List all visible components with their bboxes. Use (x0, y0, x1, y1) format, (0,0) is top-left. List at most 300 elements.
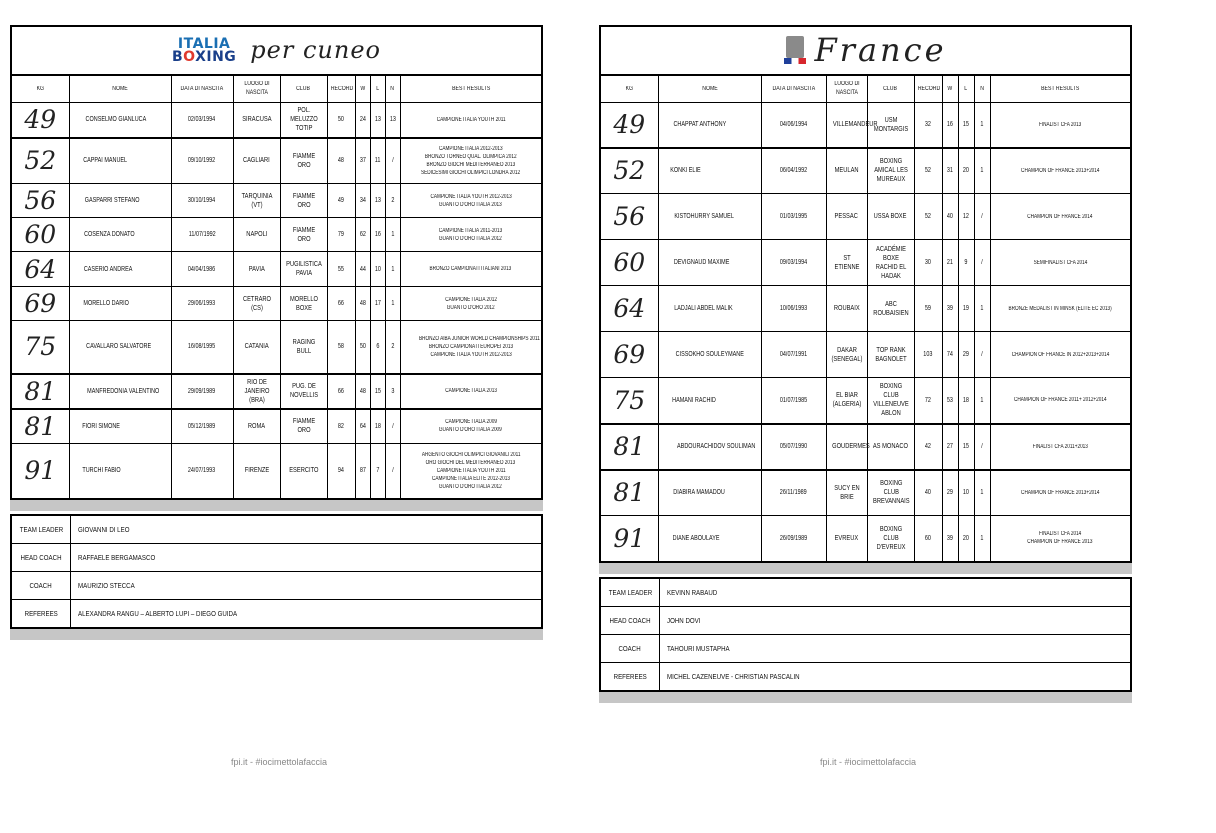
boxer-kg-cell: 60 (600, 240, 658, 286)
staff-role: REFEREES (11, 599, 71, 628)
boxer-n-cell: 1 (974, 148, 990, 194)
best-result-line: CAMPIONE ITALIA YOUTH 2012-2013 (430, 193, 512, 200)
boxer-n-cell: / (385, 409, 400, 444)
boxer-l-cell: 11 (370, 138, 385, 184)
best-results-cell (400, 252, 542, 287)
boxer-w-cell: 62 (355, 218, 370, 252)
boxer-place-cell: ROUBAIX (826, 286, 867, 332)
logo-line-2: BOXING (172, 48, 237, 65)
boxer-dob-cell: 01/03/1995 (761, 194, 826, 240)
staff-person: RAFFAELE BERGAMASCO (71, 543, 543, 571)
best-result-line: CAMPIONE ITALIA 2012 (444, 296, 497, 303)
best-result-line: GUANTO D'ORO 2012 (446, 304, 495, 311)
boxer-place-cell: PESSAC (826, 194, 867, 240)
boxer-club-cell: BOXING CLUB D'EVREUX (867, 516, 914, 562)
italy-title-cell (11, 26, 542, 75)
column-header: KG (11, 75, 69, 103)
boxer-w-cell: 37 (355, 138, 370, 184)
boxer-dob-cell: 09/10/1992 (171, 138, 233, 184)
best-result-line: FINALIST CFA 2013 (1039, 121, 1082, 128)
boxer-record-cell: 82 (327, 409, 355, 444)
boxer-dob-cell: 30/10/1994 (171, 184, 233, 218)
france-roster-shadow (599, 563, 1132, 574)
best-results-cell (400, 374, 542, 409)
staff-role: TEAM LEADER (11, 515, 71, 544)
boxer-club-cell: ABC ROUBAISIEN (867, 286, 914, 332)
best-results-cell (400, 321, 542, 374)
best-results-cell (400, 409, 542, 444)
boxer-w-cell: 40 (942, 194, 958, 240)
boxer-row (11, 103, 542, 138)
boxer-record-cell: 42 (914, 424, 942, 470)
staff-row (11, 571, 542, 599)
boxer-l-cell: 15 (958, 103, 974, 148)
boxer-l-cell: 29 (958, 332, 974, 378)
staff-person: TAHOURI MUSTAPHA (660, 634, 1132, 662)
boxer-place-cell: SIRACUSA (233, 103, 280, 138)
boxer-club-cell: FIAMME ORO (280, 138, 327, 184)
boxer-dob-cell: 04/04/1986 (171, 252, 233, 287)
staff-person: MICHEL CAZENEUVE - CHRISTIAN PASCALIN (660, 662, 1132, 691)
boxer-l-cell: 12 (958, 194, 974, 240)
staff-role: REFEREES (600, 662, 660, 691)
boxer-row (11, 184, 542, 218)
best-result-line: BRONZO CAMPIONATI EUROPEI 2013 (428, 343, 513, 350)
boxer-w-cell: 27 (942, 424, 958, 470)
italy-staff-shadow (10, 629, 543, 640)
boxer-row (11, 252, 542, 287)
boxer-n-cell: 2 (385, 184, 400, 218)
boxer-l-cell: 20 (958, 516, 974, 562)
boxer-record-cell: 49 (327, 184, 355, 218)
boxer-club-cell: AS MONACO (867, 424, 914, 470)
boxer-dob-cell: 05/07/1990 (761, 424, 826, 470)
best-result-line: CAMPIONE ITALIA YOUTH 2011 (436, 116, 506, 123)
best-results-cell (990, 424, 1131, 470)
boxer-club-cell: PUG. DE NOVELLIS (280, 374, 327, 409)
column-header: NOME (658, 75, 761, 103)
best-result-line: CAMPIONE ITALIA 2012-2013 (438, 145, 503, 152)
boxer-row (11, 444, 542, 499)
column-header: BEST RESULTS (400, 75, 542, 103)
boxer-name-cell: DEVIGNAUD MAXIME (658, 240, 761, 286)
boxer-n-cell: 1 (385, 287, 400, 321)
boxer-place-cell: ROMA (233, 409, 280, 444)
best-result-line: CAMPIONE ITALIA 2009 (444, 419, 497, 426)
best-result-line: CAMPIONE ITALIA ELITE 2012-2013 (431, 475, 510, 482)
boxer-name-cell: GASPARRI STEFANO (69, 184, 171, 218)
fff-logo-icon (784, 36, 806, 66)
boxer-l-cell: 15 (370, 374, 385, 409)
best-result-line: CHAMPION OF FRANCE 2013+2014 (1021, 489, 1100, 496)
column-header: W (942, 75, 958, 103)
best-result-line: CHAMPION OF FRANCE 2014 (1027, 213, 1093, 220)
boxer-place-cell: CAGLIARI (233, 138, 280, 184)
boxer-dob-cell: 11/07/1992 (171, 218, 233, 252)
boxer-dob-cell: 04/06/1994 (761, 103, 826, 148)
staff-row (11, 515, 542, 544)
boxer-kg-cell: 91 (11, 444, 69, 499)
best-result-line: GUANTO D'ORO ITALIA 2009 (439, 427, 503, 434)
boxer-record-cell: 55 (327, 252, 355, 287)
boxer-kg-cell: 56 (600, 194, 658, 240)
staff-person: GIOVANNI DI LEO (71, 515, 543, 544)
staff-row (600, 662, 1131, 691)
boxer-w-cell: 21 (942, 240, 958, 286)
boxer-dob-cell: 29/09/1989 (171, 374, 233, 409)
staff-person: KEVINN RABAUD (660, 578, 1132, 607)
best-result-line: CHAMPION OF FRANCE 2013+2014 (1021, 167, 1100, 174)
boxer-n-cell: / (974, 240, 990, 286)
column-header: CLUB (280, 75, 327, 103)
boxer-kg-cell: 52 (600, 148, 658, 194)
boxer-row (11, 374, 542, 409)
boxer-row (11, 321, 542, 374)
boxer-n-cell: / (974, 424, 990, 470)
boxer-name-cell: COSENZA DONATO (69, 218, 171, 252)
boxer-w-cell: 24 (355, 103, 370, 138)
best-result-line: BRONZO AIBA JUNIOR WORLD CHAMPIONSHIPS 2011 (418, 335, 540, 342)
best-results-cell (990, 286, 1131, 332)
logo-line-1: ITALIA (177, 35, 231, 52)
column-header: L (370, 75, 385, 103)
france-team-name: France (814, 31, 947, 69)
boxer-l-cell: 20 (958, 148, 974, 194)
best-result-line: ORO GIOCHI DEL MEDITERRANEO 2013 (425, 459, 516, 466)
best-results-cell (990, 194, 1131, 240)
column-header: CLUB (867, 75, 914, 103)
boxer-row (600, 424, 1131, 470)
boxer-w-cell: 50 (355, 321, 370, 374)
boxer-row (600, 332, 1131, 378)
boxer-row (600, 194, 1131, 240)
italy-panel (10, 25, 543, 640)
boxer-n-cell: 1 (974, 378, 990, 424)
best-results-cell (990, 378, 1131, 424)
france-staff-shadow (599, 692, 1132, 703)
best-results-cell (990, 148, 1131, 194)
boxer-name-cell: TURCHI FABIO (69, 444, 171, 499)
staff-role: HEAD COACH (600, 606, 660, 634)
boxer-name-cell: CONSELMO GIANLUCA (69, 103, 171, 138)
best-results-cell (990, 103, 1131, 148)
boxer-club-cell: FIAMME ORO (280, 409, 327, 444)
boxer-club-cell: TOP RANK BAGNOLET (867, 332, 914, 378)
staff-row (600, 606, 1131, 634)
boxer-place-cell: EL BIAR (ALGERIA) (826, 378, 867, 424)
staff-row (11, 543, 542, 571)
boxer-kg-cell: 69 (11, 287, 69, 321)
boxer-name-cell: CHAPPAT ANTHONY (658, 103, 761, 148)
france-staff-table (599, 577, 1132, 692)
best-results-cell (990, 240, 1131, 286)
boxer-kg-cell: 64 (600, 286, 658, 332)
best-result-line: CHAMPION OF FRANCE 2013 (1027, 539, 1093, 546)
boxer-dob-cell: 24/07/1993 (171, 444, 233, 499)
staff-person: MAURIZIO STECCA (71, 571, 543, 599)
boxer-n-cell: / (385, 138, 400, 184)
boxer-record-cell: 79 (327, 218, 355, 252)
boxer-kg-cell: 75 (600, 378, 658, 424)
best-result-line: CHAMPION OF FRANCE IN 2012+2013+2014 (1011, 351, 1110, 358)
boxer-row (600, 286, 1131, 332)
column-header: L (958, 75, 974, 103)
france-roster-table (599, 25, 1132, 563)
best-results-cell (400, 287, 542, 321)
boxer-n-cell: 2 (385, 321, 400, 374)
boxer-n-cell: 1 (974, 470, 990, 516)
boxer-kg-cell: 49 (11, 103, 69, 138)
boxer-record-cell: 52 (914, 194, 942, 240)
staff-row (600, 578, 1131, 607)
boxer-n-cell: / (974, 194, 990, 240)
france-roster-body (600, 103, 1131, 562)
boxer-record-cell: 60 (914, 516, 942, 562)
boxer-row (11, 218, 542, 252)
best-result-line: FINALIST CFA 2014 (1039, 531, 1082, 538)
boxer-kg-cell: 56 (11, 184, 69, 218)
best-results-cell (400, 103, 542, 138)
italia-boxing-logo (172, 35, 237, 65)
boxer-l-cell: 6 (370, 321, 385, 374)
boxer-l-cell: 9 (958, 240, 974, 286)
boxer-record-cell: 94 (327, 444, 355, 499)
boxer-place-cell: CETRARO (CS) (233, 287, 280, 321)
boxer-club-cell: USM MONTARGIS (867, 103, 914, 148)
boxer-l-cell: 13 (370, 184, 385, 218)
boxer-row (600, 378, 1131, 424)
boxer-club-cell: BOXING CLUB BREVANNAIS (867, 470, 914, 516)
boxer-w-cell: 87 (355, 444, 370, 499)
boxer-club-cell: PUGILISTICA PAVIA (280, 252, 327, 287)
best-result-line: SEMIFINALIST CFA 2014 (1033, 259, 1088, 266)
boxer-dob-cell: 29/06/1993 (171, 287, 233, 321)
boxer-record-cell: 50 (327, 103, 355, 138)
boxer-place-cell: RIO DE JANEIRO (BRA) (233, 374, 280, 409)
boxer-w-cell: 74 (942, 332, 958, 378)
boxer-n-cell: 3 (385, 374, 400, 409)
best-result-line: BRONZO GIOCHI MEDITERRANEO 2013 (426, 161, 516, 168)
italy-footer: fpi.it - #iocimettolafaccia (231, 757, 328, 767)
italy-header-row (11, 75, 542, 103)
boxer-club-cell: POL. MELUZZO TOTIP (280, 103, 327, 138)
boxer-row (11, 287, 542, 321)
boxer-kg-cell: 81 (11, 409, 69, 444)
column-header: DATA DI NASCITA (761, 75, 826, 103)
column-header: NOME (69, 75, 171, 103)
boxer-name-cell: CAVALLARO SALVATORE (69, 321, 171, 374)
best-result-line: GUANTO D'ORO ITALIA 2012 (439, 235, 503, 242)
boxer-w-cell: 53 (942, 378, 958, 424)
boxer-l-cell: 15 (958, 424, 974, 470)
boxer-place-cell: GOUDERMES (826, 424, 867, 470)
boxer-place-cell: MEULAN (826, 148, 867, 194)
boxer-row (600, 470, 1131, 516)
boxer-name-cell: HAMANI RACHID (658, 378, 761, 424)
boxer-l-cell: 7 (370, 444, 385, 499)
italy-roster-shadow (10, 500, 543, 511)
boxer-name-cell: CASERIO ANDREA (69, 252, 171, 287)
boxer-name-cell: ABDOURACHIDOV SOULIMAN (658, 424, 761, 470)
boxer-club-cell: FIAMME ORO (280, 184, 327, 218)
best-result-line: ARGENTO GIOCHI OLIMPICI GIOVANILI 2011 (421, 451, 521, 458)
italy-roster-body (11, 103, 542, 499)
staff-role: COACH (600, 634, 660, 662)
best-result-line: SEDICESIMI GIOCHI OLIMPICI LONDRA 2012 (421, 169, 521, 176)
boxer-w-cell: 29 (942, 470, 958, 516)
boxer-n-cell: 1 (974, 516, 990, 562)
column-header: RECORD (327, 75, 355, 103)
boxer-l-cell: 17 (370, 287, 385, 321)
boxer-dob-cell: 26/09/1989 (761, 516, 826, 562)
boxer-row (600, 516, 1131, 562)
staff-role: HEAD COACH (11, 543, 71, 571)
boxer-dob-cell: 04/07/1991 (761, 332, 826, 378)
best-result-line: CHAMPION OF FRANCE 2011+ 2012+2014 (1013, 397, 1107, 404)
best-result-line: GUANTO D'ORO ITALIA 2012 (439, 483, 503, 490)
boxer-kg-cell: 64 (11, 252, 69, 287)
boxer-club-cell: FIAMME ORO (280, 218, 327, 252)
staff-role: TEAM LEADER (600, 578, 660, 607)
best-result-line: BRONZO CAMPIONATI ITALIANI 2013 (429, 266, 512, 272)
boxer-row (11, 138, 542, 184)
boxer-dob-cell: 01/07/1985 (761, 378, 826, 424)
boxer-club-cell: BOXING CLUB VILLENEUVE ABLON (867, 378, 914, 424)
boxer-name-cell: MANFREDONIA VALENTINO (69, 374, 171, 409)
best-results-cell (990, 332, 1131, 378)
boxer-place-cell: SUCY EN BRIE (826, 470, 867, 516)
best-result-line: BRONZE MEDALIST IN MINSK (ELITE EC 2013) (1008, 305, 1112, 312)
boxer-record-cell: 58 (327, 321, 355, 374)
column-header: W (355, 75, 370, 103)
boxer-name-cell: LADJALI ABDEL MALIK (658, 286, 761, 332)
france-footer: fpi.it - #iocimettolafaccia (820, 757, 917, 767)
france-header-row (600, 75, 1131, 103)
best-result-line: FINALIST CFA 2011+2013 (1032, 443, 1088, 450)
boxer-club-cell: RAGING BULL (280, 321, 327, 374)
best-results-cell (400, 218, 542, 252)
boxer-place-cell: DAKAR (SENEGAL) (826, 332, 867, 378)
boxer-record-cell: 40 (914, 470, 942, 516)
column-header: N (385, 75, 400, 103)
boxer-kg-cell: 81 (600, 424, 658, 470)
boxer-w-cell: 39 (942, 286, 958, 332)
boxer-l-cell: 16 (370, 218, 385, 252)
boxer-name-cell: KISTOHURRY SAMUEL (658, 194, 761, 240)
best-result-line: GUANTO D'ORO ITALIA 2013 (439, 201, 503, 208)
boxer-n-cell: / (385, 444, 400, 499)
best-results-cell (400, 184, 542, 218)
boxer-record-cell: 59 (914, 286, 942, 332)
boxer-row (600, 103, 1131, 148)
boxer-name-cell: CAPPAI MANUEL (69, 138, 171, 184)
best-results-cell (990, 516, 1131, 562)
boxer-club-cell: ESERCITO (280, 444, 327, 499)
boxer-dob-cell: 09/03/1994 (761, 240, 826, 286)
boxer-place-cell: TARQUINIA (VT) (233, 184, 280, 218)
boxer-place-cell: CATANIA (233, 321, 280, 374)
boxer-name-cell: MORELLO DARIO (69, 287, 171, 321)
boxer-l-cell: 13 (370, 103, 385, 138)
boxer-kg-cell: 81 (11, 374, 69, 409)
boxer-kg-cell: 81 (600, 470, 658, 516)
boxer-w-cell: 44 (355, 252, 370, 287)
boxer-name-cell: KONKI ELIE (658, 148, 761, 194)
boxer-n-cell: / (974, 332, 990, 378)
boxer-club-cell: MORELLO BOXE (280, 287, 327, 321)
italy-roster-table (10, 25, 543, 500)
boxer-dob-cell: 16/08/1995 (171, 321, 233, 374)
best-results-cell (400, 444, 542, 499)
boxer-l-cell: 18 (370, 409, 385, 444)
boxer-w-cell: 34 (355, 184, 370, 218)
boxer-name-cell: DIABIRA MAMADOU (658, 470, 761, 516)
best-results-cell (400, 138, 542, 184)
column-header: LUOGO DI NASCITA (233, 75, 280, 103)
boxer-record-cell: 32 (914, 103, 942, 148)
boxer-kg-cell: 60 (11, 218, 69, 252)
boxer-l-cell: 18 (958, 378, 974, 424)
france-panel (599, 25, 1132, 703)
boxer-row (600, 240, 1131, 286)
boxer-l-cell: 10 (370, 252, 385, 287)
boxer-dob-cell: 05/12/1989 (171, 409, 233, 444)
staff-person: ALEXANDRA RANGU – ALBERTO LUPI – DIEGO GUIDA (71, 599, 543, 628)
boxer-w-cell: 39 (942, 516, 958, 562)
boxer-club-cell: USSA BOXE (867, 194, 914, 240)
boxer-record-cell: 72 (914, 378, 942, 424)
boxer-place-cell: VILLEMANDEUR (826, 103, 867, 148)
best-result-line: CAMPIONE ITALIA 2013 (444, 388, 497, 394)
boxer-place-cell: PAVIA (233, 252, 280, 287)
boxer-place-cell: ST ETIENNE (826, 240, 867, 286)
boxer-n-cell: 1 (385, 218, 400, 252)
boxer-row (600, 148, 1131, 194)
italy-staff-table (10, 514, 543, 629)
boxer-kg-cell: 69 (600, 332, 658, 378)
france-title-cell (600, 26, 1131, 75)
boxer-kg-cell: 75 (11, 321, 69, 374)
boxer-record-cell: 30 (914, 240, 942, 286)
boxer-name-cell: FIORI SIMONE (69, 409, 171, 444)
boxer-record-cell: 48 (327, 138, 355, 184)
best-result-line: CAMPIONE ITALIA 2011-2013 (439, 227, 503, 234)
boxer-kg-cell: 52 (11, 138, 69, 184)
boxer-club-cell: BOXING AMICAL LES MUREAUX (867, 148, 914, 194)
boxer-dob-cell: 06/04/1992 (761, 148, 826, 194)
boxer-record-cell: 103 (914, 332, 942, 378)
boxer-dob-cell: 26/11/1989 (761, 470, 826, 516)
boxer-dob-cell: 10/06/1993 (761, 286, 826, 332)
column-header: DATA DI NASCITA (171, 75, 233, 103)
best-result-line: CAMPIONE ITALIA YOUTH 2011 (436, 467, 506, 474)
boxer-place-cell: FIRENZE (233, 444, 280, 499)
boxer-place-cell: NAPOLI (233, 218, 280, 252)
boxer-w-cell: 64 (355, 409, 370, 444)
column-header: RECORD (914, 75, 942, 103)
boxer-dob-cell: 02/03/1994 (171, 103, 233, 138)
column-header: N (974, 75, 990, 103)
boxer-row (11, 409, 542, 444)
boxer-record-cell: 66 (327, 287, 355, 321)
boxer-w-cell: 48 (355, 374, 370, 409)
boxer-kg-cell: 91 (600, 516, 658, 562)
column-header: BEST RESULTS (990, 75, 1131, 103)
boxer-name-cell: DIANE ABOULAYE (658, 516, 761, 562)
column-header: LUOGO DI NASCITA (826, 75, 867, 103)
boxer-w-cell: 31 (942, 148, 958, 194)
boxer-record-cell: 66 (327, 374, 355, 409)
